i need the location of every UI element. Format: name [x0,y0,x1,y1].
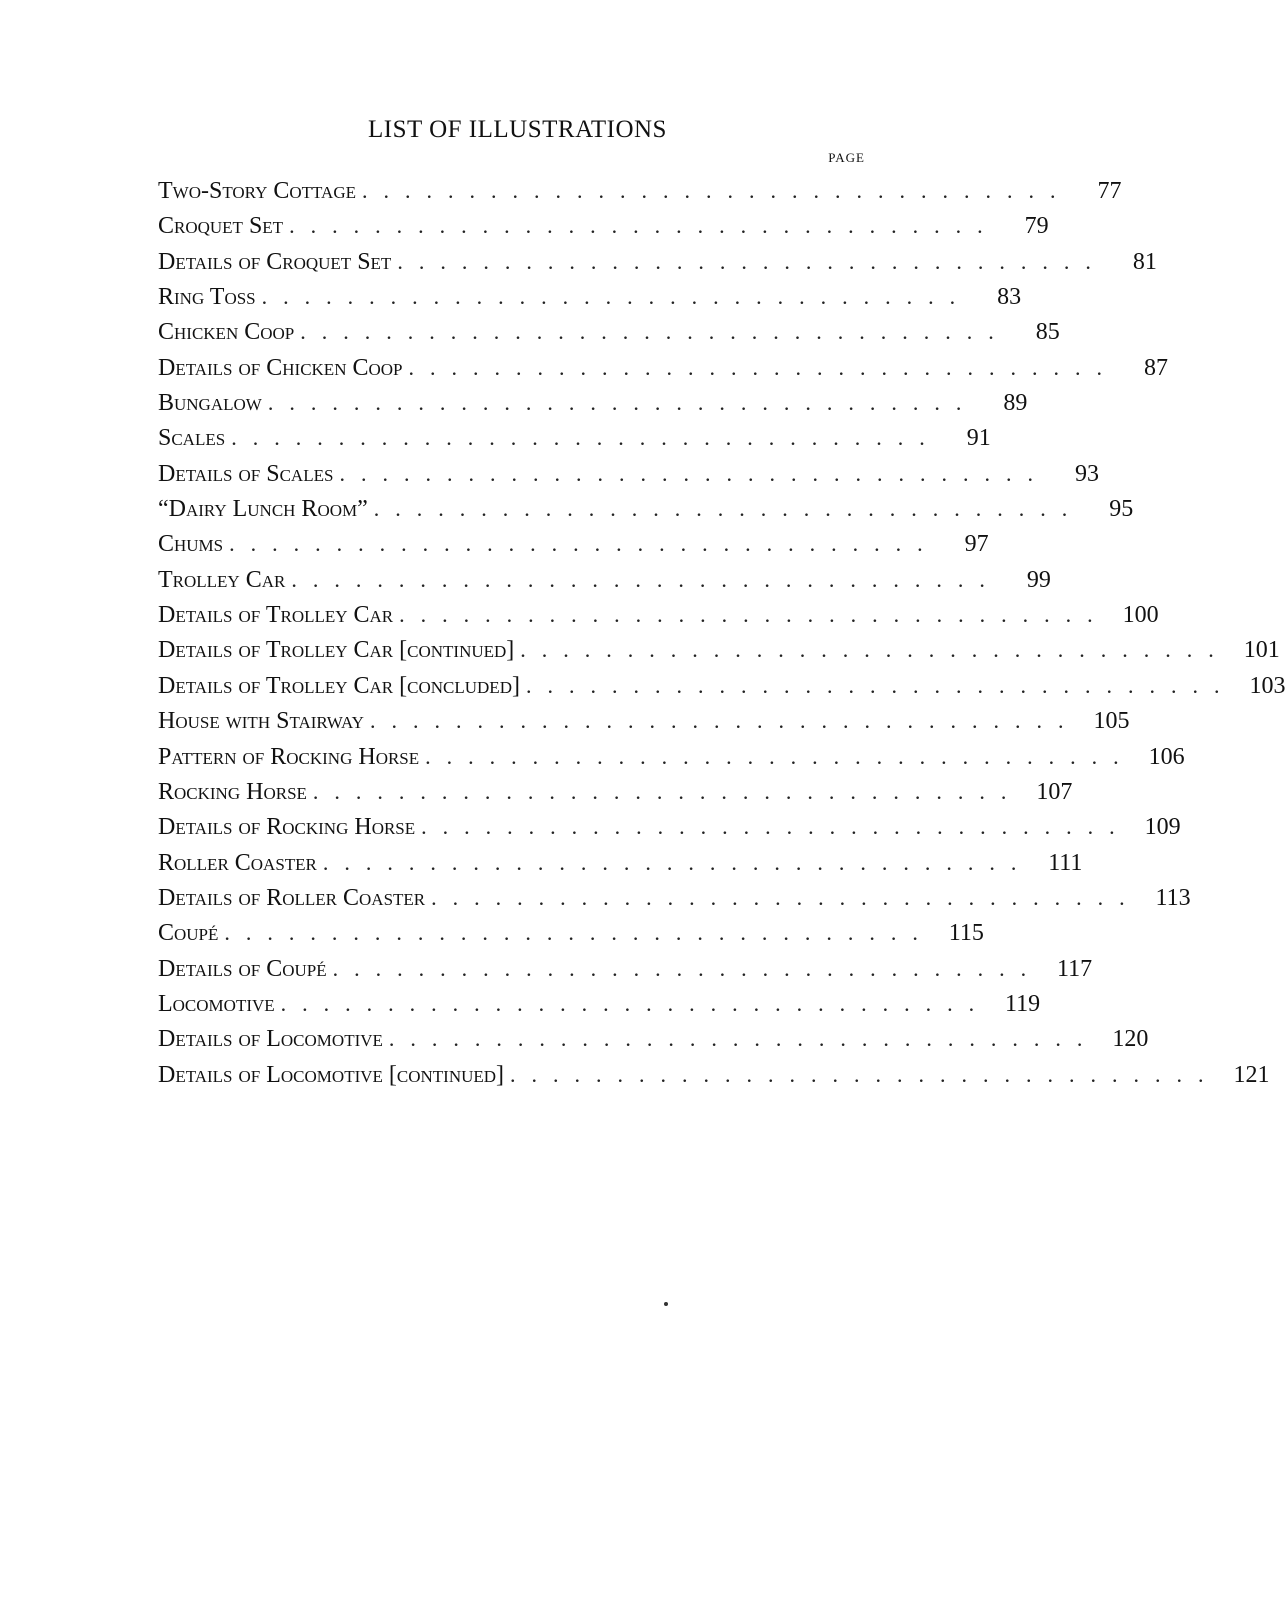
entry-page-number: 77 [1097,178,1122,204]
dot-leader: ................................. [425,743,1135,769]
dot-leader: ................................. [421,814,1131,840]
entry-page-number: 99 [1026,566,1051,593]
entry-title: Roller Coaster [158,849,317,876]
dot-leader: ................................. [399,602,1109,628]
list-item[interactable] [158,1061,1270,1097]
list-item[interactable] [158,990,1041,1026]
dot-leader: ................................. [300,319,1010,345]
entry-page-number: 115 [948,920,984,947]
entry-title: “Dairy Lunch Room” [158,496,368,523]
list-item[interactable] [158,248,1157,284]
entry-title: Details of Chicken Coop [158,354,403,381]
list-item[interactable] [158,319,1060,354]
dot-leader: ................................. [322,849,1033,875]
list-item[interactable] [158,814,1181,849]
entry-title: Two-Story Cottage [158,178,356,204]
list-item[interactable] [158,390,1028,425]
dot-leader: ................................. [525,672,1236,698]
entry-title: Chicken Coop [158,319,295,346]
entry-page-number: 87 [1144,354,1168,381]
dot-leader: ................................. [267,390,978,416]
dot-leader: ................................. [388,1026,1099,1052]
list-item[interactable] [158,460,1099,496]
list-item[interactable] [158,708,1130,743]
list-item[interactable] [158,1026,1149,1061]
illustrations-list [158,178,1285,1097]
entry-page-number: 111 [1048,849,1083,876]
list-item[interactable] [158,955,1093,991]
list-item[interactable] [158,178,1122,213]
page-title: LIST OF ILLUSTRATIONS [368,116,667,143]
entry-page-number: 120 [1112,1026,1149,1053]
entry-title: Details of Coupé [158,955,327,982]
entry-title: Trolley Car [158,566,286,593]
entry-page-number: 83 [997,284,1022,311]
list-item[interactable] [158,920,984,955]
entry-page-number: 101 [1243,637,1280,664]
entry-title: Chums [158,531,224,558]
entry-page-number: 81 [1132,248,1157,275]
entry-title: Coupé [158,920,219,947]
list-item[interactable] [158,743,1185,779]
entry-page-number: 106 [1148,743,1185,770]
list-item[interactable] [158,425,991,460]
entry-title: Details of Trolley Car [concluded] [158,672,520,699]
list-item[interactable] [158,284,1022,319]
entry-page-number: 103 [1249,672,1285,699]
dot-leader: ................................. [369,708,1080,734]
entry-title: Ring Toss [158,284,256,311]
list-item[interactable] [158,778,1073,814]
entry-page-number: 91 [966,425,991,452]
list-item[interactable] [158,849,1083,885]
list-item[interactable] [158,602,1159,637]
entry-title: Details of Trolley Car [continued] [158,637,515,664]
dot-leader: ................................. [510,1061,1220,1087]
dot-leader: ................................. [312,778,1023,804]
dot-leader: ................................. [332,955,1043,981]
dot-leader: ................................. [224,920,934,946]
list-item[interactable] [158,884,1191,920]
list-item[interactable] [158,213,1049,248]
list-item[interactable] [158,566,1051,602]
entry-title: Pattern of Rocking Horse [158,743,420,770]
dot-leader: ................................. [289,213,999,239]
ink-speck [664,1302,668,1306]
dot-leader: ................................. [229,531,939,557]
dot-leader: ................................. [373,496,1084,522]
entry-page-number: 95 [1109,496,1134,523]
entry-page-number: 79 [1024,213,1049,240]
entry-page-number: 117 [1057,955,1093,982]
list-item[interactable] [158,672,1285,708]
entry-title: Locomotive [158,990,275,1017]
entry-page-number: 119 [1005,990,1041,1017]
entry-page-number: 85 [1035,319,1060,346]
dot-leader: ................................. [339,460,1049,486]
entry-title: Details of Locomotive [continued] [158,1061,505,1088]
dot-leader: ................................. [231,425,941,451]
entry-page-number: 105 [1093,708,1130,735]
entry-title: Bungalow [158,390,262,417]
entry-page-number: 121 [1233,1061,1270,1088]
entry-page-number: 100 [1122,602,1159,629]
dot-leader: ................................. [291,566,1001,592]
entry-title: Details of Croquet Set [158,248,392,275]
entry-title: House with Stairway [158,708,364,735]
dot-leader: ................................. [280,990,991,1016]
dot-leader: ................................. [397,248,1107,274]
dot-leader: ................................. [408,354,1118,380]
entry-title: Scales [158,425,226,452]
entry-title: Details of Scales [158,460,334,487]
list-item[interactable] [158,531,989,566]
entry-page-number: 89 [1003,390,1028,417]
page-column-header: PAGE [828,150,865,165]
entry-page-number: 109 [1144,814,1181,841]
entry-page-number: 113 [1155,884,1191,911]
entry-title: Details of Locomotive [158,1026,383,1053]
entry-title: Croquet Set [158,213,284,240]
entry-title: Rocking Horse [158,778,307,805]
entry-title: Details of Trolley Car [158,602,394,629]
list-item[interactable] [158,496,1134,531]
entry-page-number: 93 [1074,460,1099,487]
dot-leader: ................................. [520,637,1230,663]
entry-title: Details of Roller Coaster [158,884,426,911]
entry-page-number: 107 [1036,778,1073,805]
dot-leader: ................................. [361,178,1072,203]
entry-title: Details of Rocking Horse [158,814,416,841]
dot-leader: ................................. [261,284,972,310]
list-item[interactable] [158,354,1168,390]
list-item[interactable] [158,637,1280,672]
entry-page-number: 97 [964,531,989,558]
dot-leader: ................................. [431,884,1141,910]
